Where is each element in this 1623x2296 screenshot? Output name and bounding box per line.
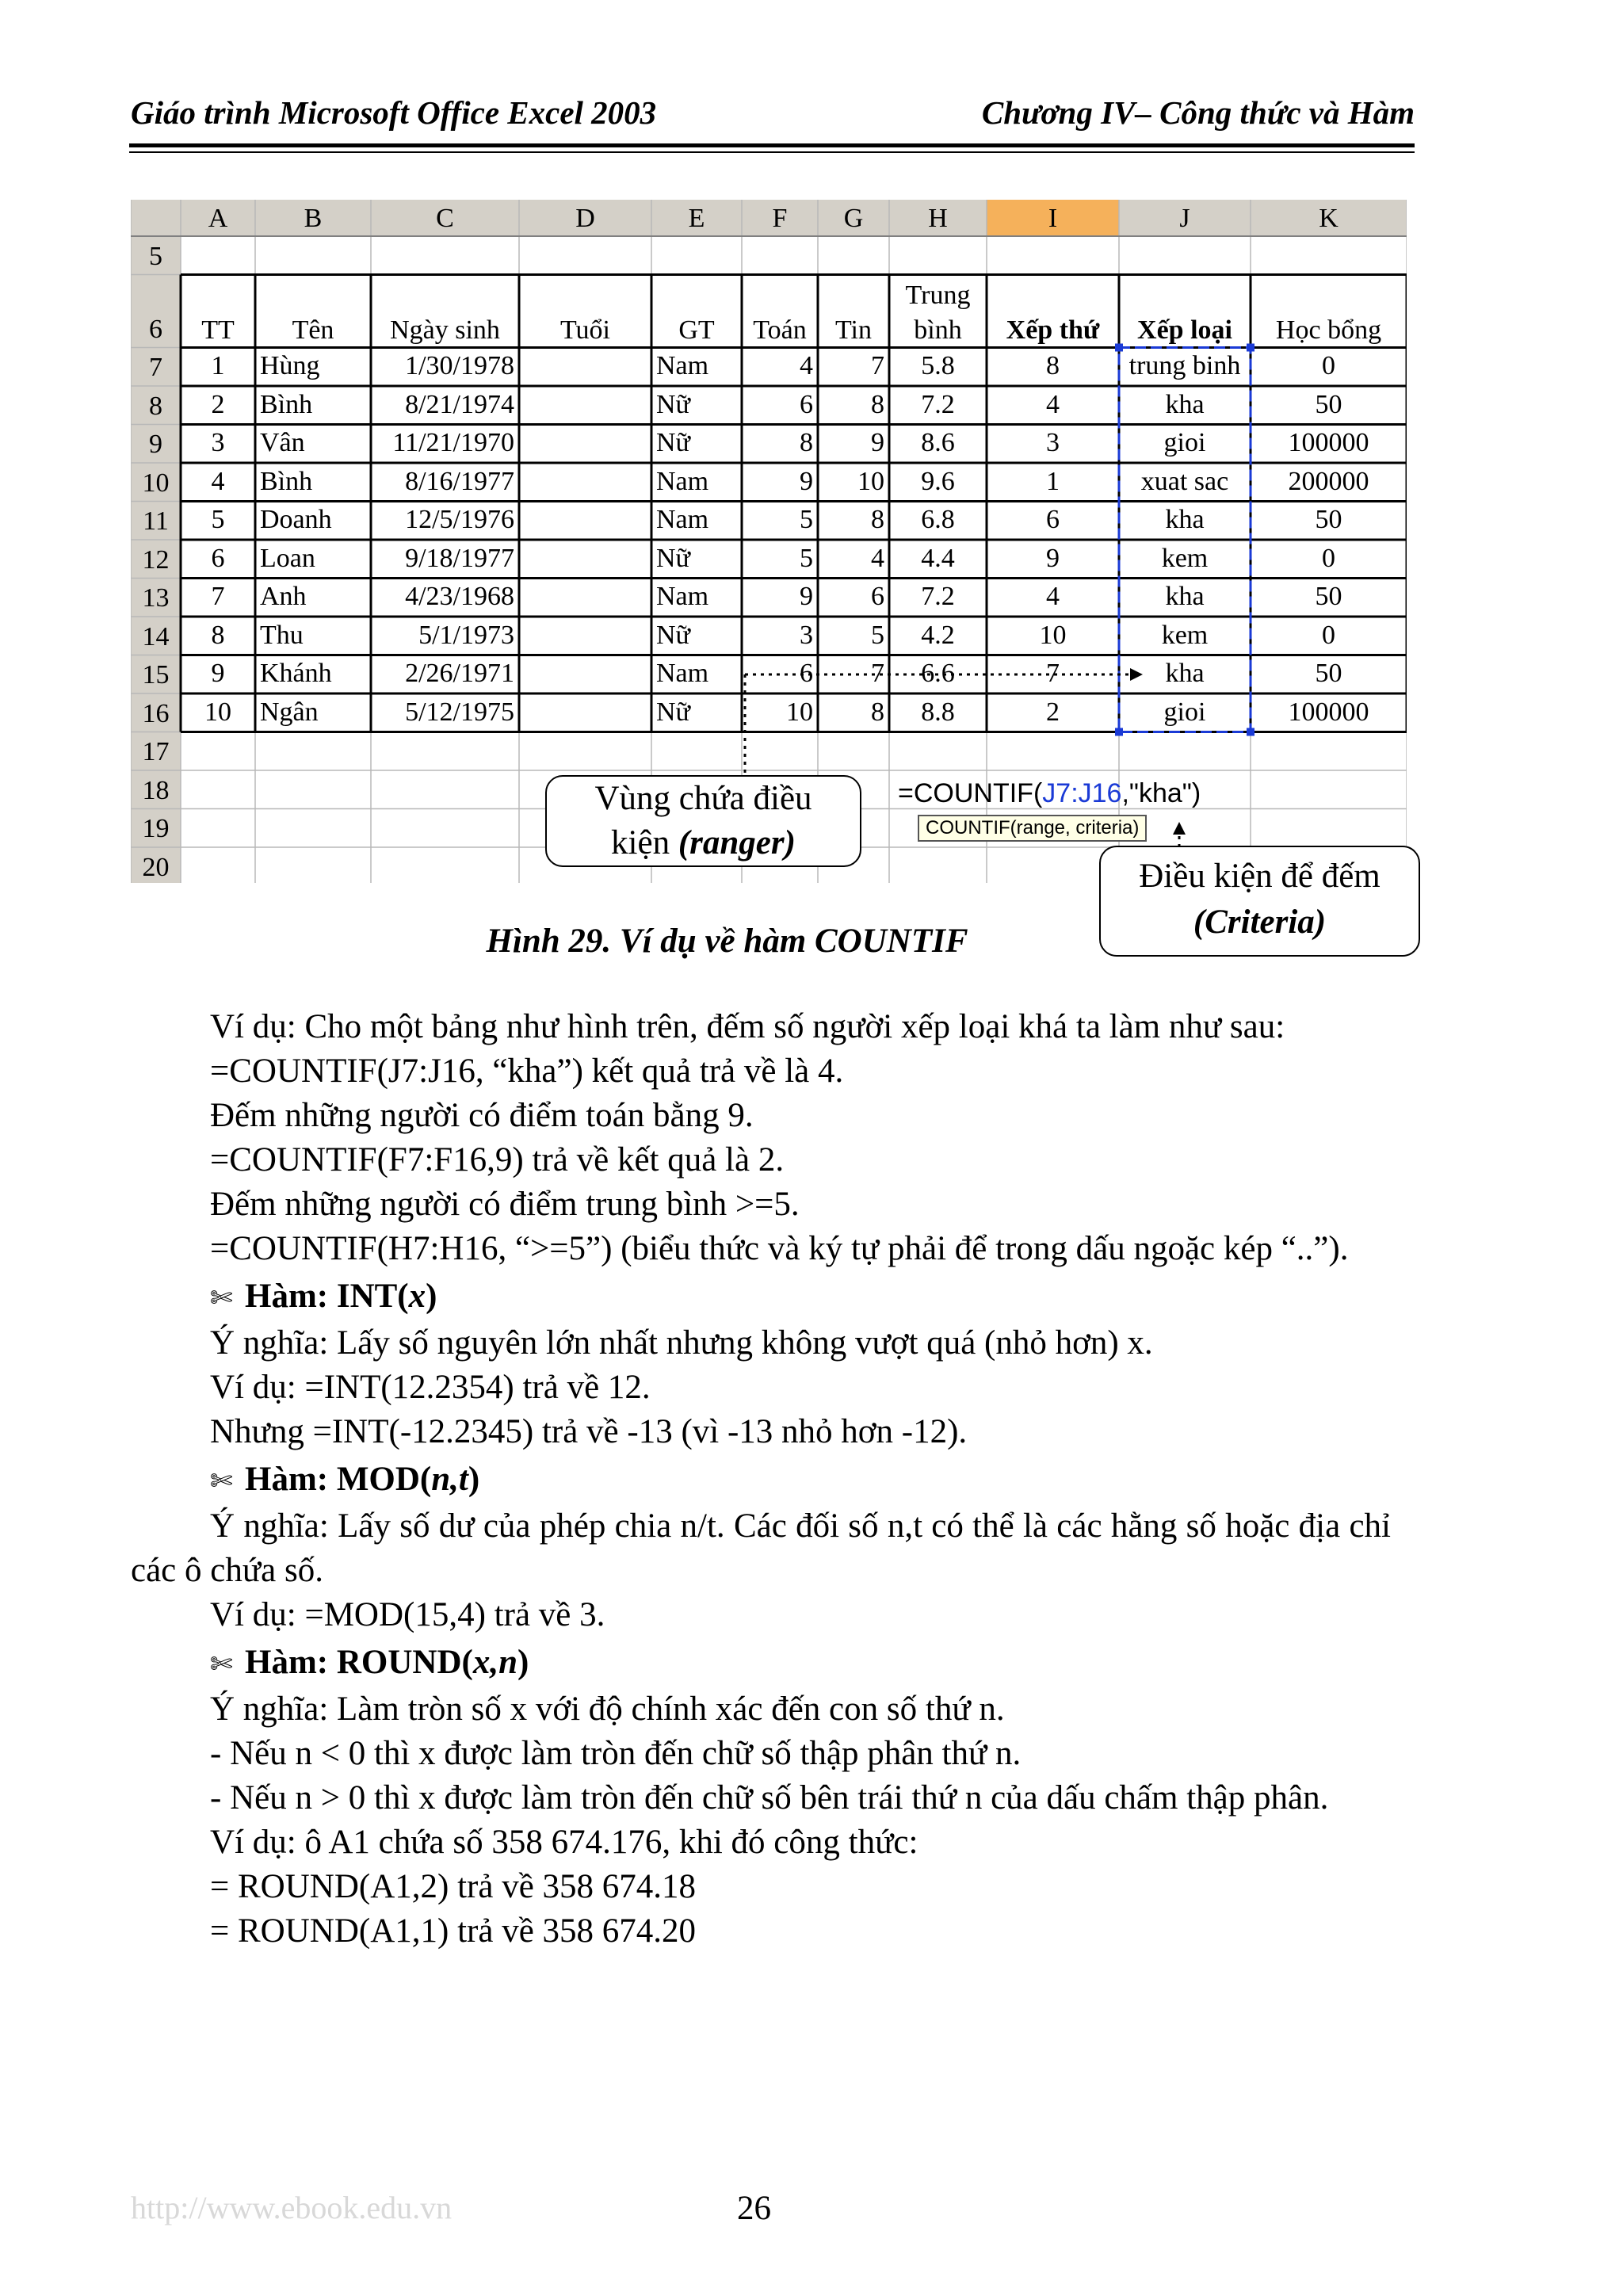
row-header: 13	[142, 583, 170, 613]
row-header: 5	[149, 241, 162, 271]
function-tooltip: COUNTIF(range, criteria)	[918, 815, 1147, 842]
row-header: 14	[142, 621, 170, 651]
table-cell: 5	[800, 543, 813, 573]
table-cell: 10	[786, 697, 813, 727]
table-cell: 8.8	[921, 697, 955, 727]
table-cell: 6.8	[921, 505, 955, 534]
table-cell: 0	[1322, 351, 1335, 380]
table-cell: Nữ	[656, 389, 690, 419]
table-cell: Bình	[260, 389, 313, 419]
table-cell: 10	[1039, 620, 1067, 650]
paragraph: Ý nghĩa: Lấy số nguyên lớn nhất nhưng không vượt quá (nhỏ hơn) x.	[210, 1324, 1153, 1362]
table-cell: trung binh	[1128, 351, 1241, 380]
table-cell: Nữ	[656, 428, 690, 457]
table-cell: 11/21/1970	[392, 428, 514, 457]
row-header: 16	[142, 698, 170, 728]
table-cell: 9	[800, 582, 813, 611]
row-header: 8	[149, 391, 162, 421]
column-header: I	[1048, 204, 1058, 233]
table-cell: Nữ	[656, 543, 690, 573]
table-cell: Thu	[260, 620, 304, 650]
row-header: 6	[149, 314, 162, 344]
paragraph: = ROUND(A1,2) trả về 358 674.18	[210, 1868, 697, 1905]
table-cell: Doanh	[260, 505, 332, 534]
table-header-cell: Tin	[834, 315, 873, 345]
table-cell: 7.2	[921, 582, 955, 611]
table-cell: 3	[211, 428, 225, 457]
paragraph: Ví dụ: =MOD(15,4) trả về 3.	[210, 1596, 605, 1633]
table-cell: 5	[871, 620, 884, 650]
table-cell: 9/18/1977	[405, 543, 514, 573]
table-cell: 4	[1046, 389, 1060, 419]
table-cell: 1	[1046, 466, 1060, 496]
row-header: 18	[142, 775, 170, 805]
table-cell: 4.4	[921, 543, 955, 573]
paragraph: =COUNTIF(J7:J16, “kha”) kết quả trả về là 4.	[210, 1052, 844, 1090]
table-cell: 0	[1322, 543, 1335, 573]
selection-handle	[1115, 728, 1123, 736]
table-cell: Khánh	[260, 659, 332, 688]
table-cell: kha	[1165, 389, 1205, 419]
table-cell: 7	[211, 582, 225, 611]
table-cell: 100000	[1288, 697, 1369, 727]
table-cell: 200000	[1288, 466, 1369, 496]
row-header: 20	[142, 852, 170, 882]
paragraph: Nhưng =INT(-12.2345) trả về -13 (vì -13 nhỏ hơn -12).	[210, 1413, 968, 1450]
table-cell: 2	[1046, 697, 1060, 727]
callout-criteria-line1: Điều kiện để đếm	[1139, 858, 1381, 895]
table-cell: 4	[211, 466, 225, 496]
table-cell: 5	[211, 505, 225, 534]
scissors-icon: ✄	[210, 1467, 233, 1496]
table-cell: Nữ	[656, 697, 690, 727]
paragraph: =COUNTIF(F7:F16,9) trả về kết quả là 2.	[210, 1141, 785, 1179]
table-cell: 2/26/1971	[405, 659, 514, 688]
row-header: 12	[142, 544, 170, 575]
column-header: A	[208, 204, 228, 233]
table-cell: 10	[857, 466, 884, 496]
column-header: D	[575, 204, 595, 233]
figure-caption: Hình 29. Ví dụ về hàm COUNTIF	[486, 923, 968, 960]
table-cell: kha	[1165, 505, 1205, 534]
table-cell: 6	[800, 659, 813, 688]
selection-handle	[1247, 728, 1254, 736]
paragraph: Đếm những người có điểm trung bình >=5.	[210, 1186, 800, 1223]
table-cell: 2	[211, 389, 225, 419]
spreadsheet-figure	[131, 200, 1407, 941]
column-header: C	[436, 204, 454, 233]
paragraph: - Nếu n > 0 thì x được làm tròn đến chữ số bên trái thứ n của dấu chấm thập phân.	[210, 1779, 1329, 1817]
table-cell: 50	[1315, 505, 1342, 534]
table-header-cell: Tuổi	[559, 315, 611, 345]
table-cell: 4	[800, 351, 813, 380]
column-header: B	[304, 204, 323, 233]
table-cell: 7.2	[921, 389, 955, 419]
row-header: 11	[143, 506, 169, 536]
row-header: 15	[142, 660, 170, 690]
paragraph: Ví dụ: =INT(12.2354) trả về 12.	[210, 1369, 651, 1406]
table-cell: Ngân	[260, 697, 319, 727]
table-header-cell: Trung bình	[905, 280, 971, 345]
table-cell: 50	[1315, 389, 1342, 419]
formula-editing: =COUNTIF(J7:J16,"kha")	[898, 778, 1201, 808]
table-header-cell: Học bổng	[1275, 315, 1382, 345]
column-header: E	[688, 204, 705, 233]
table-cell: 9	[871, 428, 884, 457]
row-header: 9	[149, 430, 162, 459]
header-left: Giáo trình Microsoft Office Excel 2003	[131, 94, 657, 131]
table-cell: 8	[800, 428, 813, 457]
table-cell: 0	[1322, 620, 1335, 650]
column-header: H	[928, 204, 948, 233]
paragraph: Ví dụ: Cho một bảng như hình trên, đếm số người xếp loại khá ta làm như sau:	[210, 1008, 1285, 1045]
table-cell: 4	[871, 543, 884, 573]
row-header: 19	[142, 814, 170, 843]
callout-range-line2: kiện (ranger)	[611, 824, 796, 861]
table-cell: 50	[1315, 582, 1342, 611]
paragraph: Ví dụ: ô A1 chứa số 358 674.176, khi đó công thức:	[210, 1824, 918, 1861]
table-header-cell: TT	[201, 315, 235, 345]
table-cell: 9.6	[921, 466, 955, 496]
table-cell: Nam	[656, 659, 709, 688]
table-cell: 8	[871, 389, 884, 419]
table-cell: gioi	[1163, 428, 1206, 457]
row-header: 17	[142, 737, 170, 766]
table-cell: 8.6	[921, 428, 955, 457]
table-cell: 6	[800, 389, 813, 419]
heading-int: ✄ Hàm: INT(x)	[131, 1274, 1391, 1321]
table-cell: 6.6	[921, 659, 955, 688]
table-cell: 8/21/1974	[405, 389, 514, 419]
table-cell: 9	[800, 466, 813, 496]
paragraph: Ý nghĩa: Lấy số dư của phép chia n/t. Các đối số n,t có thể là các hằng số hoặc địa chỉ các ô chứa số.	[131, 1507, 1391, 1589]
heading-mod: ✄ Hàm: MOD(n,t)	[131, 1457, 1391, 1504]
table-cell: 50	[1315, 659, 1342, 688]
table-cell: 6	[871, 582, 884, 611]
table-cell: 6	[1046, 505, 1060, 534]
body-text	[131, 1005, 1391, 1954]
paragraph: - Nếu n < 0 thì x được làm tròn đến chữ số thập phân thứ n.	[210, 1735, 1022, 1772]
page-number: 26	[737, 2190, 771, 2227]
paragraph: Ý nghĩa: Làm tròn số x với độ chính xác đến con số thứ n.	[210, 1690, 1005, 1728]
table-cell: Loan	[260, 543, 315, 573]
heading-round: ✄ Hàm: ROUND(x,n)	[131, 1641, 1391, 1687]
table-cell: Nam	[656, 582, 709, 611]
table-cell: 5/1/1973	[418, 620, 514, 650]
paragraph: =COUNTIF(H7:H16, “>=5”) (biểu thức và ký tự phải để trong dấu ngoặc kép “..”).	[210, 1230, 1349, 1267]
table-cell: 1	[211, 351, 225, 380]
column-header: F	[772, 204, 788, 233]
callout-range	[545, 775, 861, 867]
table-cell: 12/5/1976	[405, 505, 514, 534]
table-cell: Nam	[656, 505, 709, 534]
table-cell: kem	[1161, 543, 1209, 573]
table-cell: kha	[1165, 659, 1205, 688]
row-header: 7	[149, 353, 162, 382]
table-cell: 8	[871, 697, 884, 727]
table-cell: 9	[211, 659, 225, 688]
table-cell: 4/23/1968	[405, 582, 514, 611]
table-cell: 3	[800, 620, 813, 650]
header-rule-thin	[129, 151, 1415, 153]
table-cell: gioi	[1163, 697, 1206, 727]
table-header-cell: GT	[678, 315, 715, 345]
header-rule	[129, 143, 1415, 147]
table-cell: 1/30/1978	[405, 351, 514, 380]
table-cell: Nữ	[656, 620, 690, 650]
callout-range-line1: Vùng chứa điều	[594, 780, 812, 817]
paragraph: = ROUND(A1,1) trả về 358 674.20	[210, 1912, 697, 1950]
table-cell: 7	[871, 659, 884, 688]
table-cell: 4.2	[921, 620, 955, 650]
table-cell: 7	[1046, 659, 1060, 688]
arrow-head	[1173, 822, 1186, 835]
table-cell: Nam	[656, 466, 709, 496]
table-cell: kha	[1165, 582, 1205, 611]
table-cell: 5/12/1975	[405, 697, 514, 727]
table-cell: Hùng	[260, 351, 320, 380]
paragraph: Đếm những người có điểm toán bằng 9.	[210, 1097, 754, 1134]
table-cell: 3	[1046, 428, 1060, 457]
table-cell: 100000	[1288, 428, 1369, 457]
table-header-cell: Ngày sinh	[390, 315, 500, 345]
table-cell: 4	[1046, 582, 1060, 611]
header-right: Chương IV– Công thức và Hàm	[981, 94, 1415, 131]
table-cell: Anh	[260, 582, 307, 611]
table-cell: 8	[871, 505, 884, 534]
table-cell: 9	[1046, 543, 1060, 573]
table-cell: kem	[1161, 620, 1209, 650]
table-cell: 6	[211, 543, 225, 573]
table-cell: 7	[871, 351, 884, 380]
scissors-icon: ✄	[210, 1650, 233, 1679]
column-header: G	[843, 204, 864, 233]
table-header-cell: Xếp thứ	[1006, 315, 1100, 345]
table-cell: 8	[1046, 351, 1060, 380]
table-header-cell: Xếp loại	[1137, 315, 1232, 345]
table-cell: 8/16/1977	[405, 466, 514, 496]
row-header: 10	[142, 468, 170, 498]
table-cell: 5.8	[921, 351, 955, 380]
table-cell: 8	[211, 620, 225, 650]
table-cell: Bình	[260, 466, 313, 496]
table-cell: 10	[204, 697, 231, 727]
footer-url: http://www.ebook.edu.vn	[131, 2190, 453, 2225]
callout-criteria-line2: (Criteria)	[1193, 904, 1327, 941]
table-cell: Nam	[656, 351, 709, 380]
table-cell: 5	[800, 505, 813, 534]
table-header-cell: Tên	[292, 315, 334, 345]
table-header-cell: Toán	[753, 315, 807, 345]
scissors-icon: ✄	[210, 1284, 233, 1313]
table-cell: Vân	[260, 428, 305, 457]
column-header: J	[1179, 204, 1190, 233]
column-header: K	[1319, 204, 1338, 233]
table-cell: xuat sac	[1140, 466, 1229, 496]
